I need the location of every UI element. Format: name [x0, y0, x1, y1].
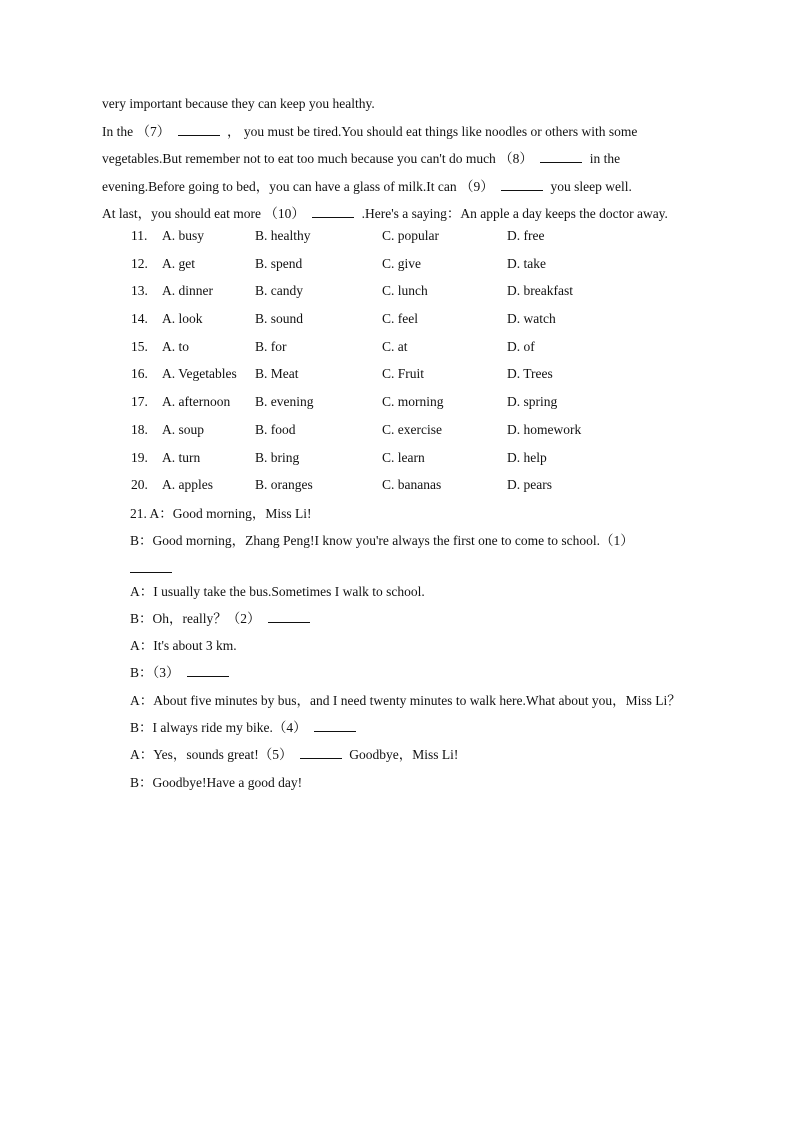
- answer-blank-5[interactable]: [300, 745, 342, 759]
- answer-blank-1[interactable]: [130, 559, 172, 573]
- passage-text: In the （7）: [102, 123, 171, 139]
- option-c[interactable]: C. lunch: [382, 283, 428, 299]
- question-number: 16.: [131, 366, 148, 382]
- passage-text: evening.Before going to bed，you can have a glass of milk.It can （9）: [102, 178, 494, 194]
- passage-text: very important because they can keep you healthy.: [102, 96, 375, 111]
- passage-line: [102, 94, 702, 122]
- option-c[interactable]: C. exercise: [382, 421, 442, 437]
- option-d[interactable]: D. watch: [507, 311, 556, 327]
- option-a[interactable]: A. apples: [162, 477, 213, 493]
- answer-blank-7[interactable]: [178, 122, 220, 136]
- question-row: [131, 422, 691, 450]
- dialogue-line: [130, 609, 730, 636]
- dialogue-line: [130, 531, 730, 558]
- question-row: [131, 450, 691, 478]
- answer-blank-4[interactable]: [314, 718, 356, 732]
- option-b[interactable]: B. sound: [255, 311, 304, 327]
- option-b[interactable]: B. Meat: [255, 366, 299, 382]
- dialogue-line: [130, 636, 730, 663]
- question-number: 11.: [131, 228, 148, 243]
- dialogue-line: [130, 504, 730, 531]
- option-d[interactable]: D. of: [507, 338, 535, 354]
- dialogue-line: [130, 691, 730, 718]
- answer-blank-2[interactable]: [268, 609, 310, 623]
- question-row: [131, 339, 691, 367]
- option-c[interactable]: C. learn: [382, 449, 425, 465]
- option-d[interactable]: D. pears: [507, 477, 552, 493]
- option-d[interactable]: D. breakfast: [507, 283, 573, 299]
- option-c[interactable]: C. popular: [382, 228, 439, 243]
- dialogue-text: B：I always ride my bike.（4）: [130, 720, 307, 736]
- option-b[interactable]: B. spend: [255, 255, 303, 271]
- passage-text: in the: [589, 151, 621, 166]
- dialogue-line: [130, 773, 730, 800]
- dialogue-text: A：I usually take the bus.Sometimes I walk to school.: [130, 583, 425, 599]
- question-number: 15.: [131, 338, 148, 354]
- option-d[interactable]: D. help: [507, 449, 547, 465]
- passage-line: [102, 149, 702, 177]
- question-number: 13.: [131, 283, 148, 299]
- dialogue-line: [130, 745, 730, 772]
- question-number: 17.: [131, 394, 148, 410]
- question-row: [131, 394, 691, 422]
- dialogue-text: B：（3）: [130, 665, 180, 681]
- question-row: [131, 311, 691, 339]
- option-b[interactable]: B. bring: [255, 449, 300, 465]
- option-d[interactable]: D. spring: [507, 394, 558, 410]
- answer-blank-10[interactable]: [312, 204, 354, 218]
- option-b[interactable]: B. food: [255, 421, 296, 437]
- passage-text: you sleep well.: [550, 178, 632, 194]
- option-a[interactable]: A. look: [162, 311, 203, 327]
- answer-blank-8[interactable]: [540, 149, 582, 163]
- option-c[interactable]: C. give: [382, 255, 421, 271]
- option-b[interactable]: B. oranges: [255, 477, 313, 493]
- option-d[interactable]: D. take: [507, 255, 546, 271]
- option-a[interactable]: A. Vegetables: [162, 366, 237, 382]
- dialogue-section: [130, 504, 730, 800]
- option-d[interactable]: D. free: [507, 228, 545, 243]
- dialogue-text: B：Goodbye!Have a good day!: [130, 774, 303, 790]
- option-b[interactable]: B. candy: [255, 283, 303, 299]
- answer-blank-9[interactable]: [501, 177, 543, 191]
- dialogue-text: B：Oh，really？（2）: [130, 610, 261, 626]
- dialogue-text: B：Good morning，Zhang Peng!I know you're always the first one to come to school.（1）: [130, 533, 634, 549]
- reading-passage: [102, 94, 702, 232]
- option-c[interactable]: C. bananas: [382, 477, 442, 493]
- passage-text: vegetables.But remember not to eat too much because you can't do much （8）: [102, 151, 533, 166]
- option-a[interactable]: A. busy: [162, 228, 205, 243]
- multiple-choice-options: [131, 228, 691, 505]
- question-row: [131, 228, 691, 256]
- question-row: [131, 283, 691, 311]
- option-b[interactable]: B. evening: [255, 394, 314, 410]
- dialogue-text: 21. A：Good morning，Miss Li!: [130, 506, 312, 521]
- dialogue-line: [130, 559, 730, 582]
- passage-text: ， you must be tired.You should eat things like noodles or others with some: [227, 123, 638, 139]
- question-number: 14.: [131, 311, 148, 327]
- dialogue-line: [130, 582, 730, 609]
- option-a[interactable]: A. afternoon: [162, 394, 231, 410]
- option-c[interactable]: C. Fruit: [382, 366, 425, 382]
- option-b[interactable]: B. for: [255, 338, 287, 354]
- dialogue-text: A：It's about 3 km.: [130, 638, 237, 654]
- dialogue-text: A：About five minutes by bus，and I need twenty minutes to walk here.What about you，Miss Li？: [130, 692, 681, 708]
- question-row: [131, 256, 691, 284]
- question-number: 18.: [131, 421, 148, 437]
- option-a[interactable]: A. dinner: [162, 283, 213, 299]
- dialogue-text: A：Yes，sounds great!（5）: [130, 747, 293, 763]
- option-c[interactable]: C. morning: [382, 394, 444, 410]
- question-number: 12.: [131, 255, 148, 271]
- option-d[interactable]: D. homework: [507, 421, 582, 437]
- passage-line: [102, 177, 702, 205]
- option-a[interactable]: A. get: [162, 255, 195, 271]
- question-row: [131, 477, 691, 505]
- passage-line: [102, 122, 702, 150]
- option-a[interactable]: A. to: [162, 338, 189, 354]
- question-row: [131, 366, 691, 394]
- option-b[interactable]: B. healthy: [255, 228, 311, 243]
- dialogue-line: [130, 663, 730, 690]
- option-c[interactable]: C. at: [382, 338, 408, 354]
- option-d[interactable]: D. Trees: [507, 366, 553, 382]
- option-a[interactable]: A. soup: [162, 421, 205, 437]
- answer-blank-3[interactable]: [187, 663, 229, 677]
- passage-text: .Here's a saying：An apple a day keeps the doctor away.: [361, 206, 668, 221]
- dialogue-line: [130, 718, 730, 745]
- option-a[interactable]: A. turn: [162, 449, 201, 465]
- option-c[interactable]: C. feel: [382, 311, 418, 327]
- question-number: 19.: [131, 449, 148, 465]
- question-number: 20.: [131, 477, 148, 493]
- passage-text: At last，you should eat more （10）: [102, 206, 305, 221]
- dialogue-text: Goodbye，Miss Li!: [349, 747, 459, 763]
